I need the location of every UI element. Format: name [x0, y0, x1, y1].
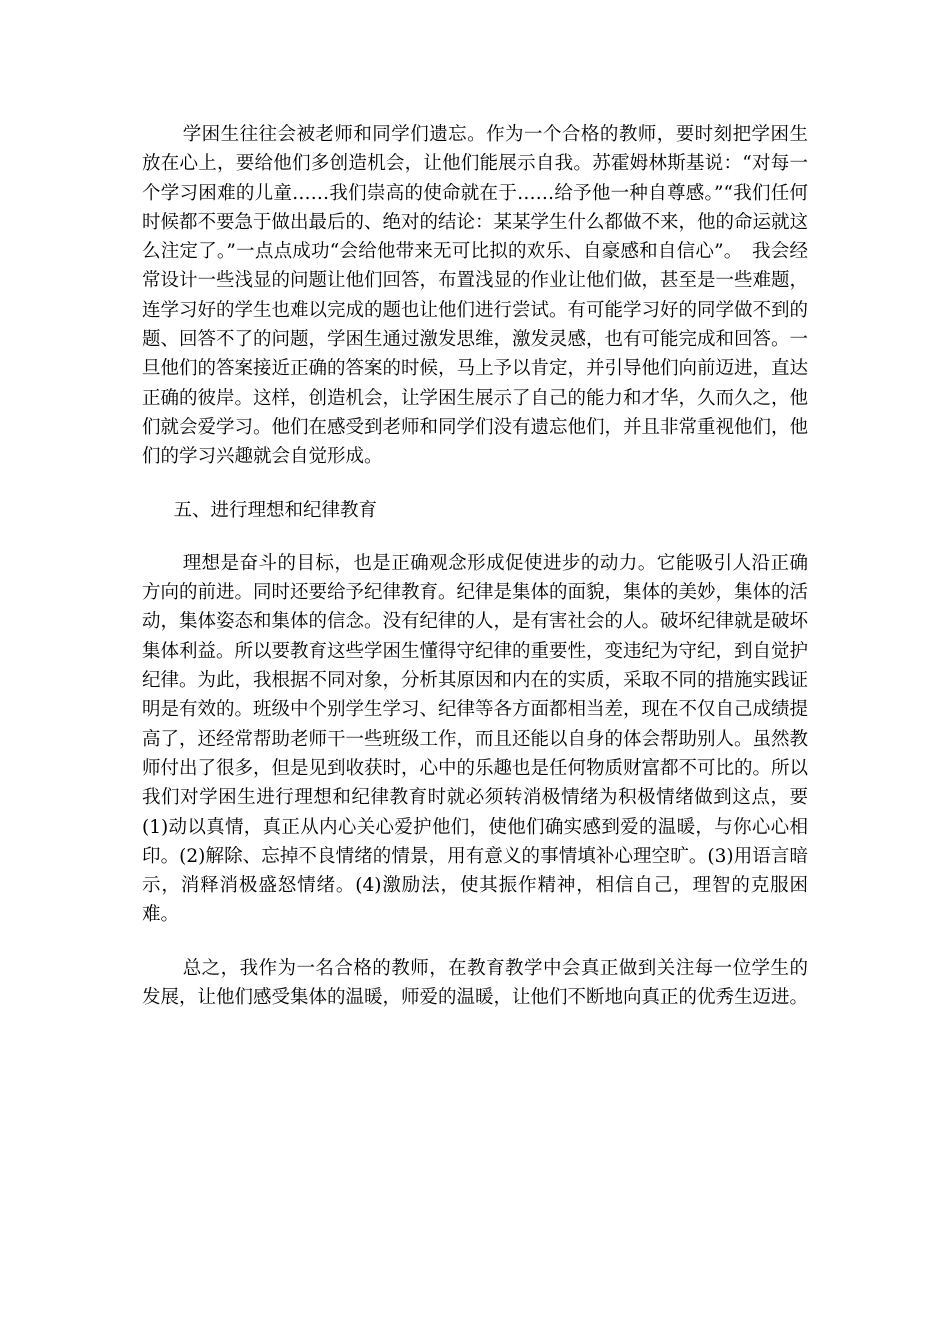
- paragraph-conclusion: 总之，我作为一名合格的教师，在教育教学中会真正做到关注每一位学生的发展，让他们感受集体的温暖，师爱的温暖，让他们不断地向真正的优秀生迈进。: [142, 957, 809, 1009]
- section-heading-ideals-discipline: 五、进行理想和纪律教育: [173, 499, 377, 521]
- document-page: [142, 120, 808, 1012]
- paragraph-help-struggling-students: 学困生往往会被老师和同学们遗忘。作为一个合格的教师，要时刻把学困生放在心上，要给他们多创造机会，让他们能展示自我。苏霍姆林斯基说：“对每一个学习困难的儿童……我们崇高的使命就在于……给予他一种自尊感。”“我们任何时候都不要急于做出最后的、绝对的结论：某某学生什么都做不来，他的命运就这么注定了。”一点点成功“会给他带来无可比拟的欢乐、自豪感和自信心”。 我会经常设计一些浅显的问题让他们回答，布置浅显的作业让他们做，甚至是一些难题，连学习好的学生也难以完成的题也让他们进行尝试。有可能学习好的同学做不到的题、回答不了的问题，学困生通过激发思维，激发灵感，也有可能完成和回答。一旦他们的答案接近正确的答案的时候，马上予以肯定，并引导他们向前迈进，直达正确的彼岸。这样，创造机会，让学困生展示了自己的能力和才华，久而久之，他们就会爱学习。他们在感受到老师和同学们没有遗忘他们，并且非常重视他们，他们的学习兴趣就会自觉形成。: [142, 124, 809, 468]
- paragraph-ideals-discipline: 理想是奋斗的目标，也是正确观念形成促使进步的动力。它能吸引人沿正确方向的前进。同时还要给予纪律教育。纪律是集体的面貌，集体的美妙，集体的活动，集体姿态和集体的信念。没有纪律的人，是有害社会的人。破坏纪律就是破坏集体利益。所以要教育这些学困生懂得守纪律的重要性，变违纪为守纪，到自觉护纪律。为此，我根据不同对象，分析其原因和内在的实质，采取不同的措施实践证明是有效的。班级中个别学生学习、纪律等各方面都相当差，现在不仅自己成绩提高了，还经常帮助老师干一些班级工作，而且还能以自身的体会帮助别人。虽然教师付出了很多，但是见到收获时，心中的乐趣也是任何物质财富都不可比的。所以我们对学困生进行理想和纪律教育时就必须转消极情绪为积极情绪做到这点，要(1)动以真情，真正从内心关心爱护他们，使他们确实感到爱的温暖，与你心心相印。(2)解除、忘掉不良情绪的情景，用有意义的事情填补心理空旷。(3)用语言暗示，消释消极盛怒情绪。(4)激励法，使其振作精神，相信自己，理智的克服困难。: [142, 552, 809, 926]
